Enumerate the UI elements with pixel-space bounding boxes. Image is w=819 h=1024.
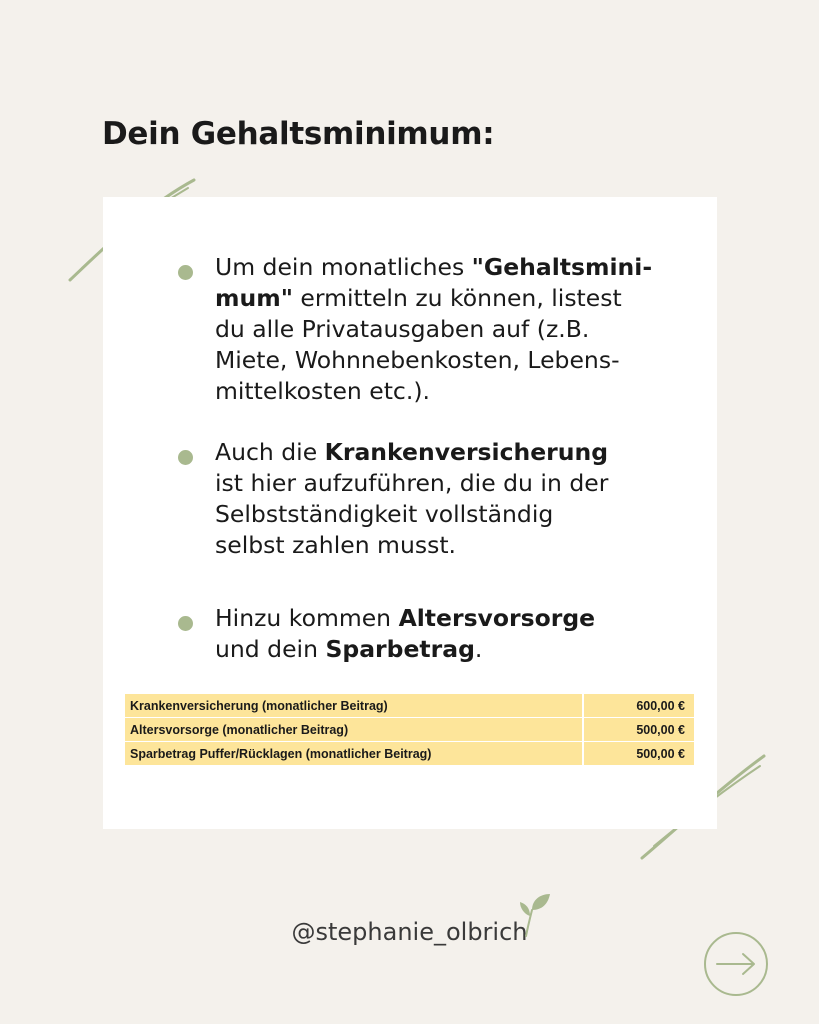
bullet-line: ist hier aufzuführen, die du in der — [215, 469, 609, 497]
bullet-line: Um dein monatliches "Gehaltsmini- — [215, 253, 653, 281]
bullet-line: Hinzu kommen Altersvorsorge — [215, 604, 596, 632]
table-row — [125, 694, 694, 718]
table-cell-value: 500,00 € — [582, 742, 694, 766]
bullet-line: mum" ermitteln zu können, listest — [215, 284, 622, 312]
table-cell-label: Sparbetrag Puffer/Rücklagen (monatlicher Beitrag) — [125, 742, 582, 766]
table-cell-label: Altersvorsorge (monatlicher Beitrag) — [125, 718, 582, 742]
bullet-line: Miete, Wohnnebenkosten, Lebens- — [215, 346, 620, 374]
bullet-dot-icon — [178, 265, 193, 280]
bullet-krankenversicherung — [215, 437, 608, 561]
bullet-line: und dein Sparbetrag. — [215, 635, 483, 663]
bullet-dot-icon — [178, 616, 193, 631]
bullet-line: mittelkosten etc.). — [215, 377, 430, 405]
bullet-altersvorsorge — [215, 603, 595, 665]
bullet-dot-icon — [178, 450, 193, 465]
table-cell-value: 500,00 € — [582, 718, 694, 742]
content-card — [103, 197, 717, 829]
table-cell-label: Krankenversicherung (monatlicher Beitrag) — [125, 694, 582, 718]
table-row — [125, 718, 694, 742]
bullet-gehaltsminimum — [215, 252, 652, 407]
table-row — [125, 742, 694, 766]
table-cell-value: 600,00 € — [582, 694, 694, 718]
arrow-right-icon[interactable] — [703, 931, 769, 997]
leaf-sprout-icon — [512, 892, 552, 938]
author-handle: @stephanie_olbrich — [291, 918, 528, 946]
bullet-line: Auch die Krankenversicherung — [215, 438, 609, 466]
expense-table — [125, 694, 694, 766]
bullet-line: selbst zahlen musst. — [215, 531, 457, 559]
bullet-line: du alle Privatausgaben auf (z.B. — [215, 315, 590, 343]
bullet-line: Selbstständigkeit vollständig — [215, 500, 554, 528]
page-title: Dein Gehaltsminimum: — [102, 116, 495, 152]
